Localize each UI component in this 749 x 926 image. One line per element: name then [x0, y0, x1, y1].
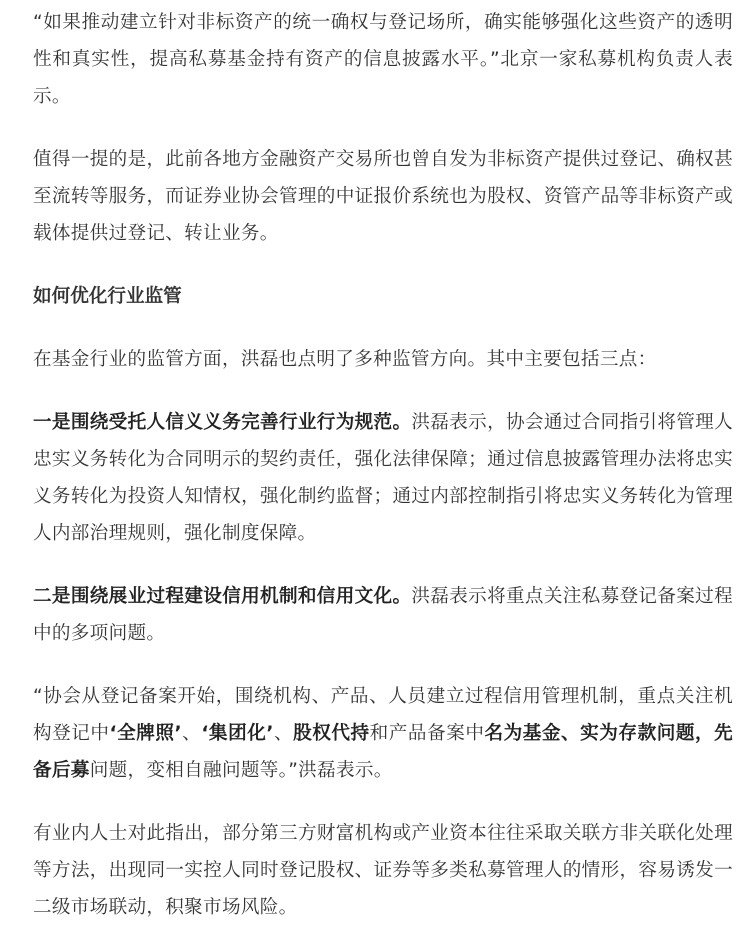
point-two-text: 洪磊表示将重点关注私募登记备案过程中的多项问题。: [33, 586, 733, 644]
quote-text-c: 和产品备案中: [369, 723, 485, 744]
paragraph-quote-private-fund: “如果推动建立针对非标资产的统一确权与登记场所，确实能够强化这些资产的透明性和真实性，提高私募基金持有资产的信息披露水平。”北京一家私募机构负责人表示。: [33, 12, 733, 107]
quote-bold-group: ‘集团化’: [201, 723, 274, 744]
paragraph-gap: [33, 789, 733, 815]
point-one-lead: 一是围绕受托人信义义务完善行业行为规范。: [33, 412, 412, 433]
paragraph-point-two: [33, 578, 733, 652]
section-heading: 如何优化行业监管: [33, 286, 182, 307]
paragraph-exchanges: 值得一提的是，此前各地方金融资产交易所也曾自发为非标资产提供过登记、确权甚至流转等服务，而证券业协会管理的中证报价系统也为股权、资管产品等非标资产或载体提供过登记、转让业务。: [33, 149, 733, 244]
paragraph-gap: [33, 552, 733, 578]
article-body: [0, 4, 733, 926]
quote-bold-equity-proxy: 股权代持: [293, 723, 370, 744]
quote-bold-deposit-issue: 名为基金、实为存款问题，先备后募: [33, 723, 734, 781]
point-one-text: 洪磊表示，协会通过合同指引将管理人忠实义务转化为合同明示的契约责任，强化法律保障；通过信息披露管理办法将忠实义务转化为投资人知情权，强化制约监督；通过内部控制指引将忠实义务转化为管理人内部治理规则，强化制度保障。: [33, 412, 733, 544]
paragraph-gap: [33, 378, 733, 404]
quote-text-a: “协会从登记备案开始，围绕机构、产品、人员建立过程信用管理机制，重点关注机构登记中: [33, 686, 733, 744]
quote-bold-full-license: ‘全牌照’: [109, 723, 182, 744]
paragraph-gap: [33, 252, 733, 278]
paragraph-regulation-intro: 在基金行业的监管方面，洪磊也点明了多种监管方向。其中主要包括三点：: [33, 349, 657, 370]
point-two-lead: 二是围绕展业过程建设信用机制和信用文化。: [33, 586, 412, 607]
paragraph-point-one: [33, 404, 733, 552]
paragraph-gap: [33, 115, 733, 141]
paragraph-gap: [33, 652, 733, 678]
quote-separator: 、: [181, 723, 202, 744]
quote-separator: 、: [273, 723, 294, 744]
paragraph-gap: [33, 315, 733, 341]
paragraph-industry-insider: 有业内人士对此指出，部分第三方财富机构或产业资本往往采取关联方非关联化处理等方法，出现同一实控人同时登记股权、证券等多类私募管理人的情形，容易诱发一二级市场联动，积聚市场风险。: [33, 823, 733, 918]
quote-text-d: 问题，变相自融问题等。”洪磊表示。: [89, 760, 393, 781]
paragraph-association-quote: [33, 678, 733, 789]
